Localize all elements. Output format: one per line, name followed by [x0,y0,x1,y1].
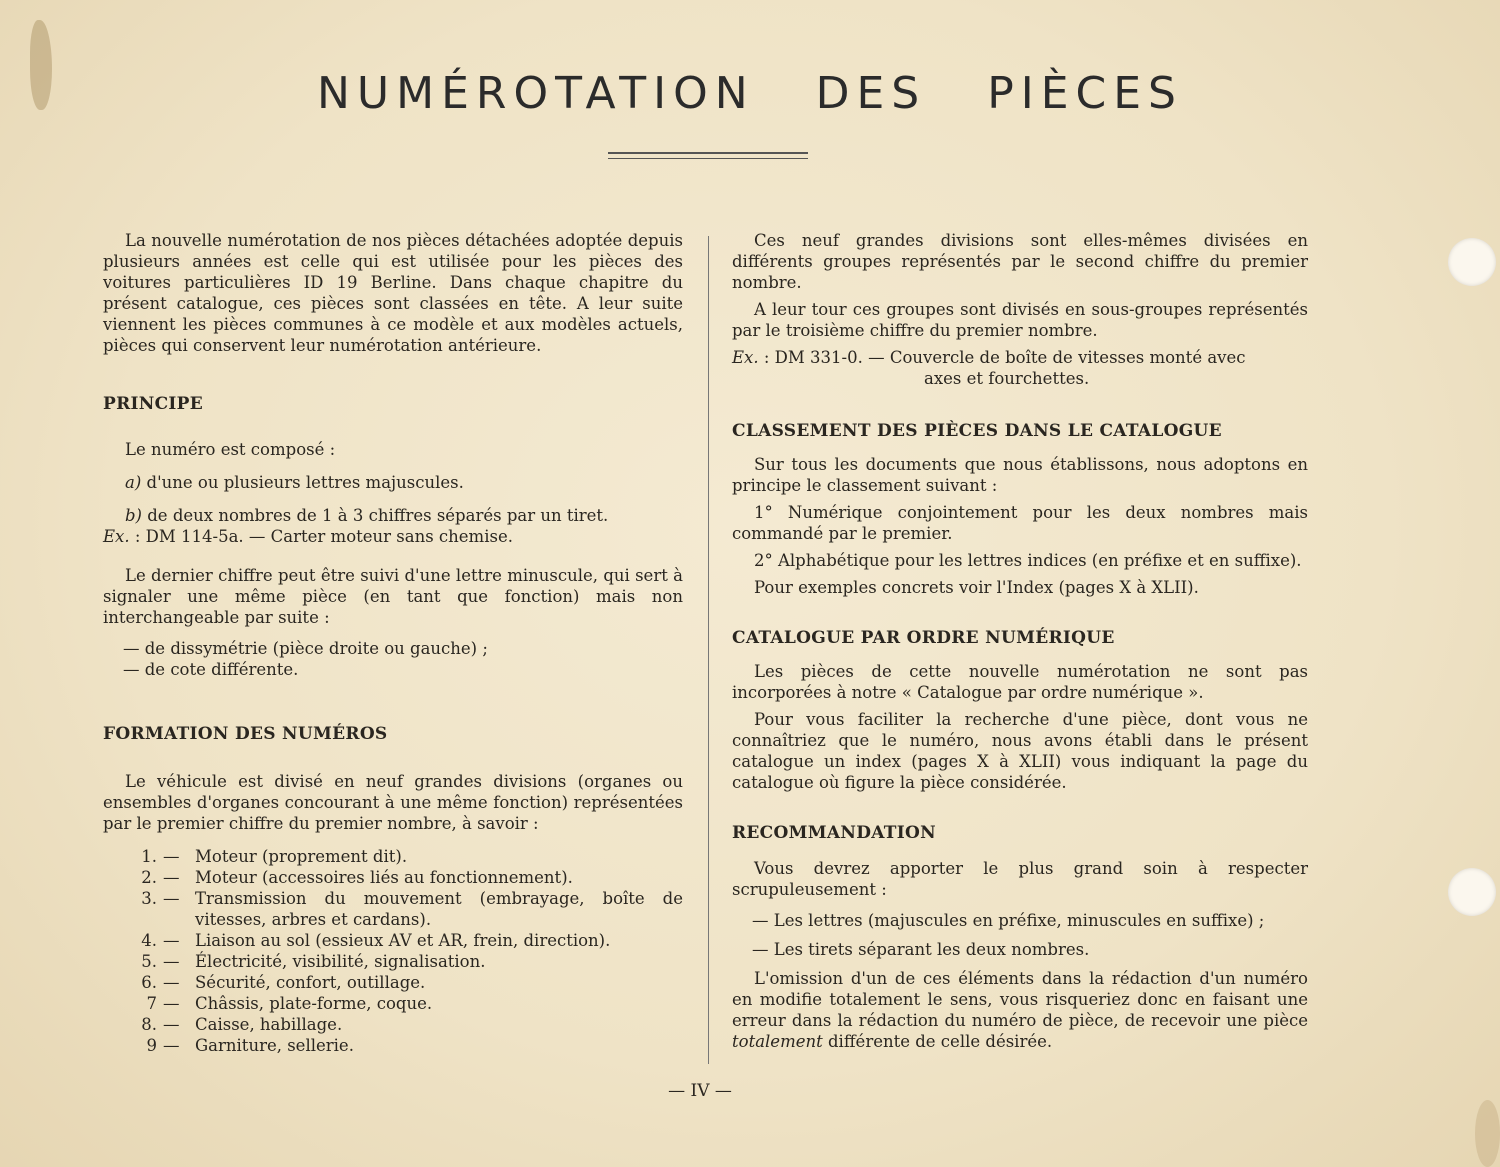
list-item: 1. — Moteur (proprement dit). [103,846,683,867]
title-rule [608,158,808,159]
paper-stain [30,20,52,110]
example-text: : DM 331-0. — Couvercle de boîte de vitesses monté avec [758,348,1246,367]
list-item: 4. — Liaison au sol (essieux AV et AR, frein, direction). [103,930,683,951]
principe-paragraph: Le numéro est composé : [125,440,336,459]
minuscule-paragraph: Le dernier chiffre peut être suivi d'une lettre minuscule, qui sert à signaler une même pièce (en tant que fonction) mais non interchangeable par suite : [103,566,683,627]
list-item: 6. — Sécurité, confort, outillage. [103,972,683,993]
item-text: Garniture, sellerie. [195,1036,354,1055]
section-heading-catalogue: CATALOGUE PAR ORDRE NUMÉRIQUE [732,628,1115,648]
divisions-list [103,846,683,1056]
classement-numerique: 1° Numérique conjointement pour les deux nombres mais commandé par le premier. [732,503,1308,543]
page-title: NUMÉROTATION DES PIÈCES [317,68,1183,119]
item-text: Caisse, habillage. [195,1015,343,1034]
item-number: 1. [141,847,157,866]
item-number: 2. [141,868,157,887]
column-divider [708,236,709,1064]
item-number: 3. [141,889,157,908]
item-text: Électricité, visibilité, signalisation. [195,952,486,971]
section-heading-classement: CLASSEMENT DES PIÈCES DANS LE CATALOGUE [732,421,1222,441]
item-text: Moteur (accessoires liés au fonctionnement). [195,868,573,887]
list-item: 2. — Moteur (accessoires liés au fonctionnement). [103,867,683,888]
item-text: Sécurité, confort, outillage. [195,973,426,992]
right-example [732,347,1308,368]
section-heading-principe: PRINCIPE [103,394,204,414]
principe-item-b [103,505,683,526]
punch-hole [1448,238,1496,286]
section-heading-formation: FORMATION DES NUMÉROS [103,724,388,744]
item-text: Moteur (proprement dit). [195,847,408,866]
subgroups-paragraph: A leur tour ces groupes sont divisés en sous-groupes représentés par le troisième chiffre du premier nombre. [732,300,1308,340]
item-number: 8. [141,1015,157,1034]
example-label: Ex. [732,348,759,367]
catalogue-index-paragraph: Pour vous faciliter la recherche d'une pièce, dont vous ne connaîtriez que le numéro, nous avons établi dans le présent catalogue un index (pages X à XLII) vous indiquant la page du catalogue où figure la pièce considérée. [732,710,1308,792]
omission-text-end: différente de celle désirée. [822,1032,1053,1051]
list-item: — Les lettres (majuscules en préfixe, minuscules en suffixe) ; [752,911,1265,930]
list-item: 9 — Garniture, sellerie. [103,1035,683,1056]
title-rule [608,152,808,154]
item-label: a) [125,473,142,492]
classement-alphabetique: 2° Alphabétique pour les lettres indices (en préfixe et en suffixe). [754,551,1302,570]
example-label: Ex. [103,527,130,546]
list-item: 8. — Caisse, habillage. [103,1014,683,1035]
classement-exemples: Pour exemples concrets voir l'Index (pages X à XLII). [754,578,1199,597]
punch-hole [1448,868,1496,916]
catalogue-paragraph: Les pièces de cette nouvelle numérotation ne sont pas incorporées à notre « Catalogue par ordre numérique ». [732,662,1308,702]
dash-list [732,910,1308,960]
principe-example [103,526,683,547]
item-number: 9 [146,1036,157,1055]
principe-item-a [103,472,683,493]
paper-stain [1475,1100,1500,1167]
right-example-continuation: axes et fourchettes. [924,369,1090,388]
intro-paragraph: La nouvelle numérotation de nos pièces détachées adoptée depuis plusieurs années est celle qui est utilisée pour les pièces des voitures particulières ID 19 Berline. Dans chaque chapitre du présent catalogue, ces pièces sont classées en tête. A leur suite viennent les pièces communes à ce modèle et aux modèles actuels, pièces qui conservent leur numérotation antérieure. [103,231,683,355]
groups-paragraph: Ces neuf grandes divisions sont elles-mêmes divisées en différents groupes représentés par le second chiffre du premier nombre. [732,231,1308,292]
section-heading-recommandation: RECOMMANDATION [732,823,936,843]
left-column [103,230,683,1056]
item-number: 6. [141,973,157,992]
formation-paragraph: Le véhicule est divisé en neuf grandes divisions (organes ou ensembles d'organes concourant à une même fonction) représentées par le premier chiffre du premier nombre, à savoir : [103,772,683,833]
recommandation-paragraph: Vous devrez apporter le plus grand soin à respecter scrupuleusement : [732,859,1308,899]
classement-paragraph: Sur tous les documents que nous établissons, nous adoptons en principe le classement suivant : [732,455,1308,495]
omission-emphasis: totalement [732,1032,823,1051]
item-number: 5. [141,952,157,971]
item-text: d'une ou plusieurs lettres majuscules. [141,473,464,492]
list-item: — de cote différente. [123,660,299,679]
item-text: de deux nombres de 1 à 3 chiffres séparés par un tiret. [142,506,609,525]
item-text: Transmission du mouvement (embrayage, boîte de vitesses, arbres et cardans). [195,889,683,929]
example-text: : DM 114-5a. — Carter moteur sans chemise. [129,527,513,546]
list-item: 5. — Électricité, visibilité, signalisation. [103,951,683,972]
page-number: — IV — [668,1081,732,1101]
dash-list [103,638,683,680]
list-item: — Les tirets séparant les deux nombres. [752,940,1090,959]
list-item: 7 — Châssis, plate-forme, coque. [103,993,683,1014]
omission-paragraph [732,968,1308,1052]
item-text: Liaison au sol (essieux AV et AR, frein, direction). [195,931,611,950]
item-text: Châssis, plate-forme, coque. [195,994,433,1013]
omission-text: L'omission d'un de ces éléments dans la rédaction d'un numéro en modifie totalement le sens, vous risqueriez donc en faisant une erreur dans la rédaction du numéro de pièce, de recevoir une pièce [732,969,1308,1030]
item-number: 4. [141,931,157,950]
item-number: 7 [146,994,157,1013]
list-item: 3. — Transmission du mouvement (embrayage, boîte de vitesses, arbres et cardans). [103,888,683,930]
list-item: — de dissymétrie (pièce droite ou gauche) ; [123,639,488,658]
item-label: b) [125,506,142,525]
right-column [732,230,1308,1060]
